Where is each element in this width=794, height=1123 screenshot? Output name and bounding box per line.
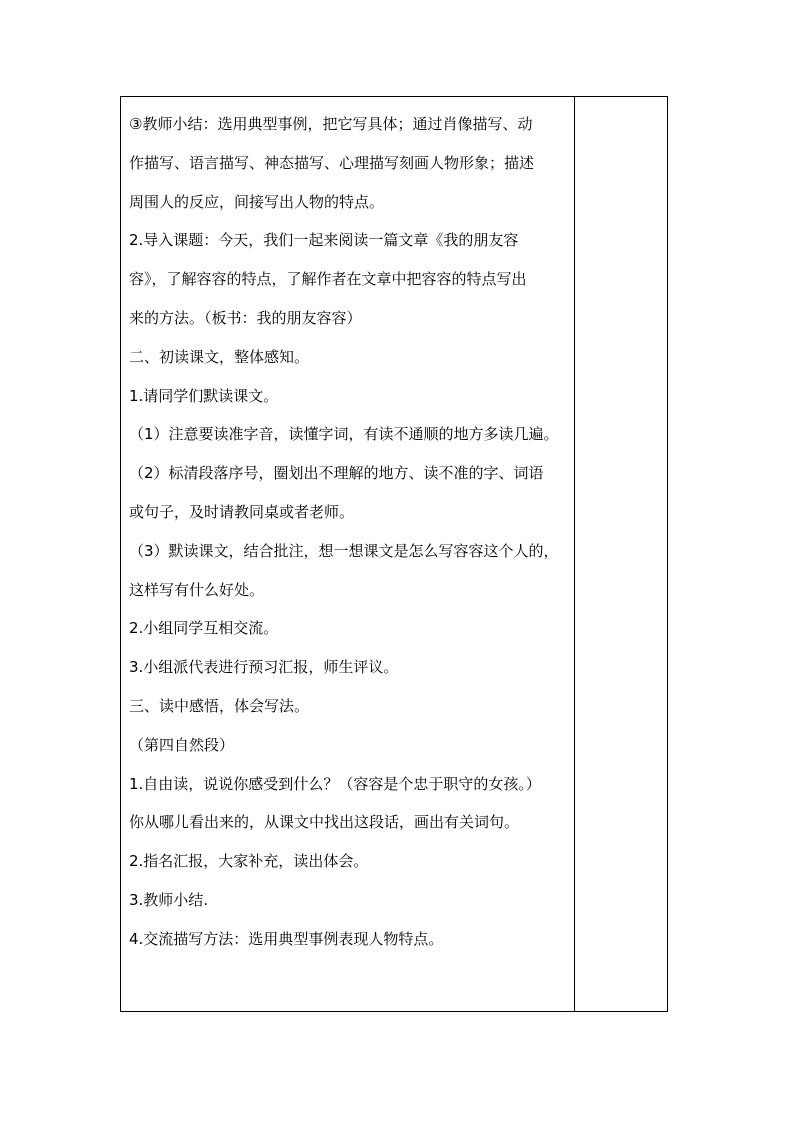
text-line: （第四自然段） [129, 735, 235, 754]
text-line: 1.自由读，说说你感受到什么？（容容是个忠于职守的女孩。） [129, 774, 541, 793]
lesson-table [120, 96, 668, 1012]
text-line: 2.指名汇报，大家补充，读出体会。 [129, 852, 369, 871]
text-line: 来的方法。（板书：我的朋友容容） [129, 308, 362, 327]
text-line: （2）标清段落序号，圈划出不理解的地方、读不准的字、词语 [129, 464, 544, 483]
column-divider [574, 97, 575, 1011]
section-heading: 三、读中感悟，体会写法。 [129, 696, 310, 715]
text-line: ③教师小结：选用典型事例，把它写具体；通过肖像描写、动 [129, 115, 533, 133]
text-line: 你从哪儿看出来的，从课文中找出这段话，画出有关词句。 [129, 813, 520, 832]
text-line: （3）默读课文，结合批注，想一想课文是怎么写容容这个人的， [129, 541, 559, 560]
text-line: 1.请同学们默读课文。 [129, 386, 279, 405]
text-line: 容》，了解容容的特点，了解作者在文章中把容容的特点写出 [129, 270, 527, 289]
section-heading: 二、初读课文，整体感知。 [129, 347, 310, 366]
text-line: 3.教师小结. [129, 890, 209, 909]
text-line: 或句子，及时请教同桌或者老师。 [129, 502, 355, 521]
text-line: 周围人的反应，间接写出人物的特点。 [129, 192, 385, 211]
text-line: 作描写、语言描写、神态描写、心理描写刻画人物形象；描述 [129, 153, 535, 172]
text-line: 这样写有什么好处。 [129, 580, 265, 599]
text-line: 3.小组派代表进行预习汇报，师生评议。 [129, 658, 399, 677]
text-line: 4.交流描写方法：选用典型事例表现人物特点。 [129, 929, 444, 948]
text-line: （1）注意要读准字音，读懂字词，有读不通顺的地方多读几遍。 [129, 425, 559, 444]
text-line: 2.导入课题：今天，我们一起来阅读一篇文章《我的朋友容 [129, 231, 519, 250]
text-line: 2.小组同学互相交流。 [129, 619, 279, 638]
lesson-content-cell [129, 105, 569, 959]
